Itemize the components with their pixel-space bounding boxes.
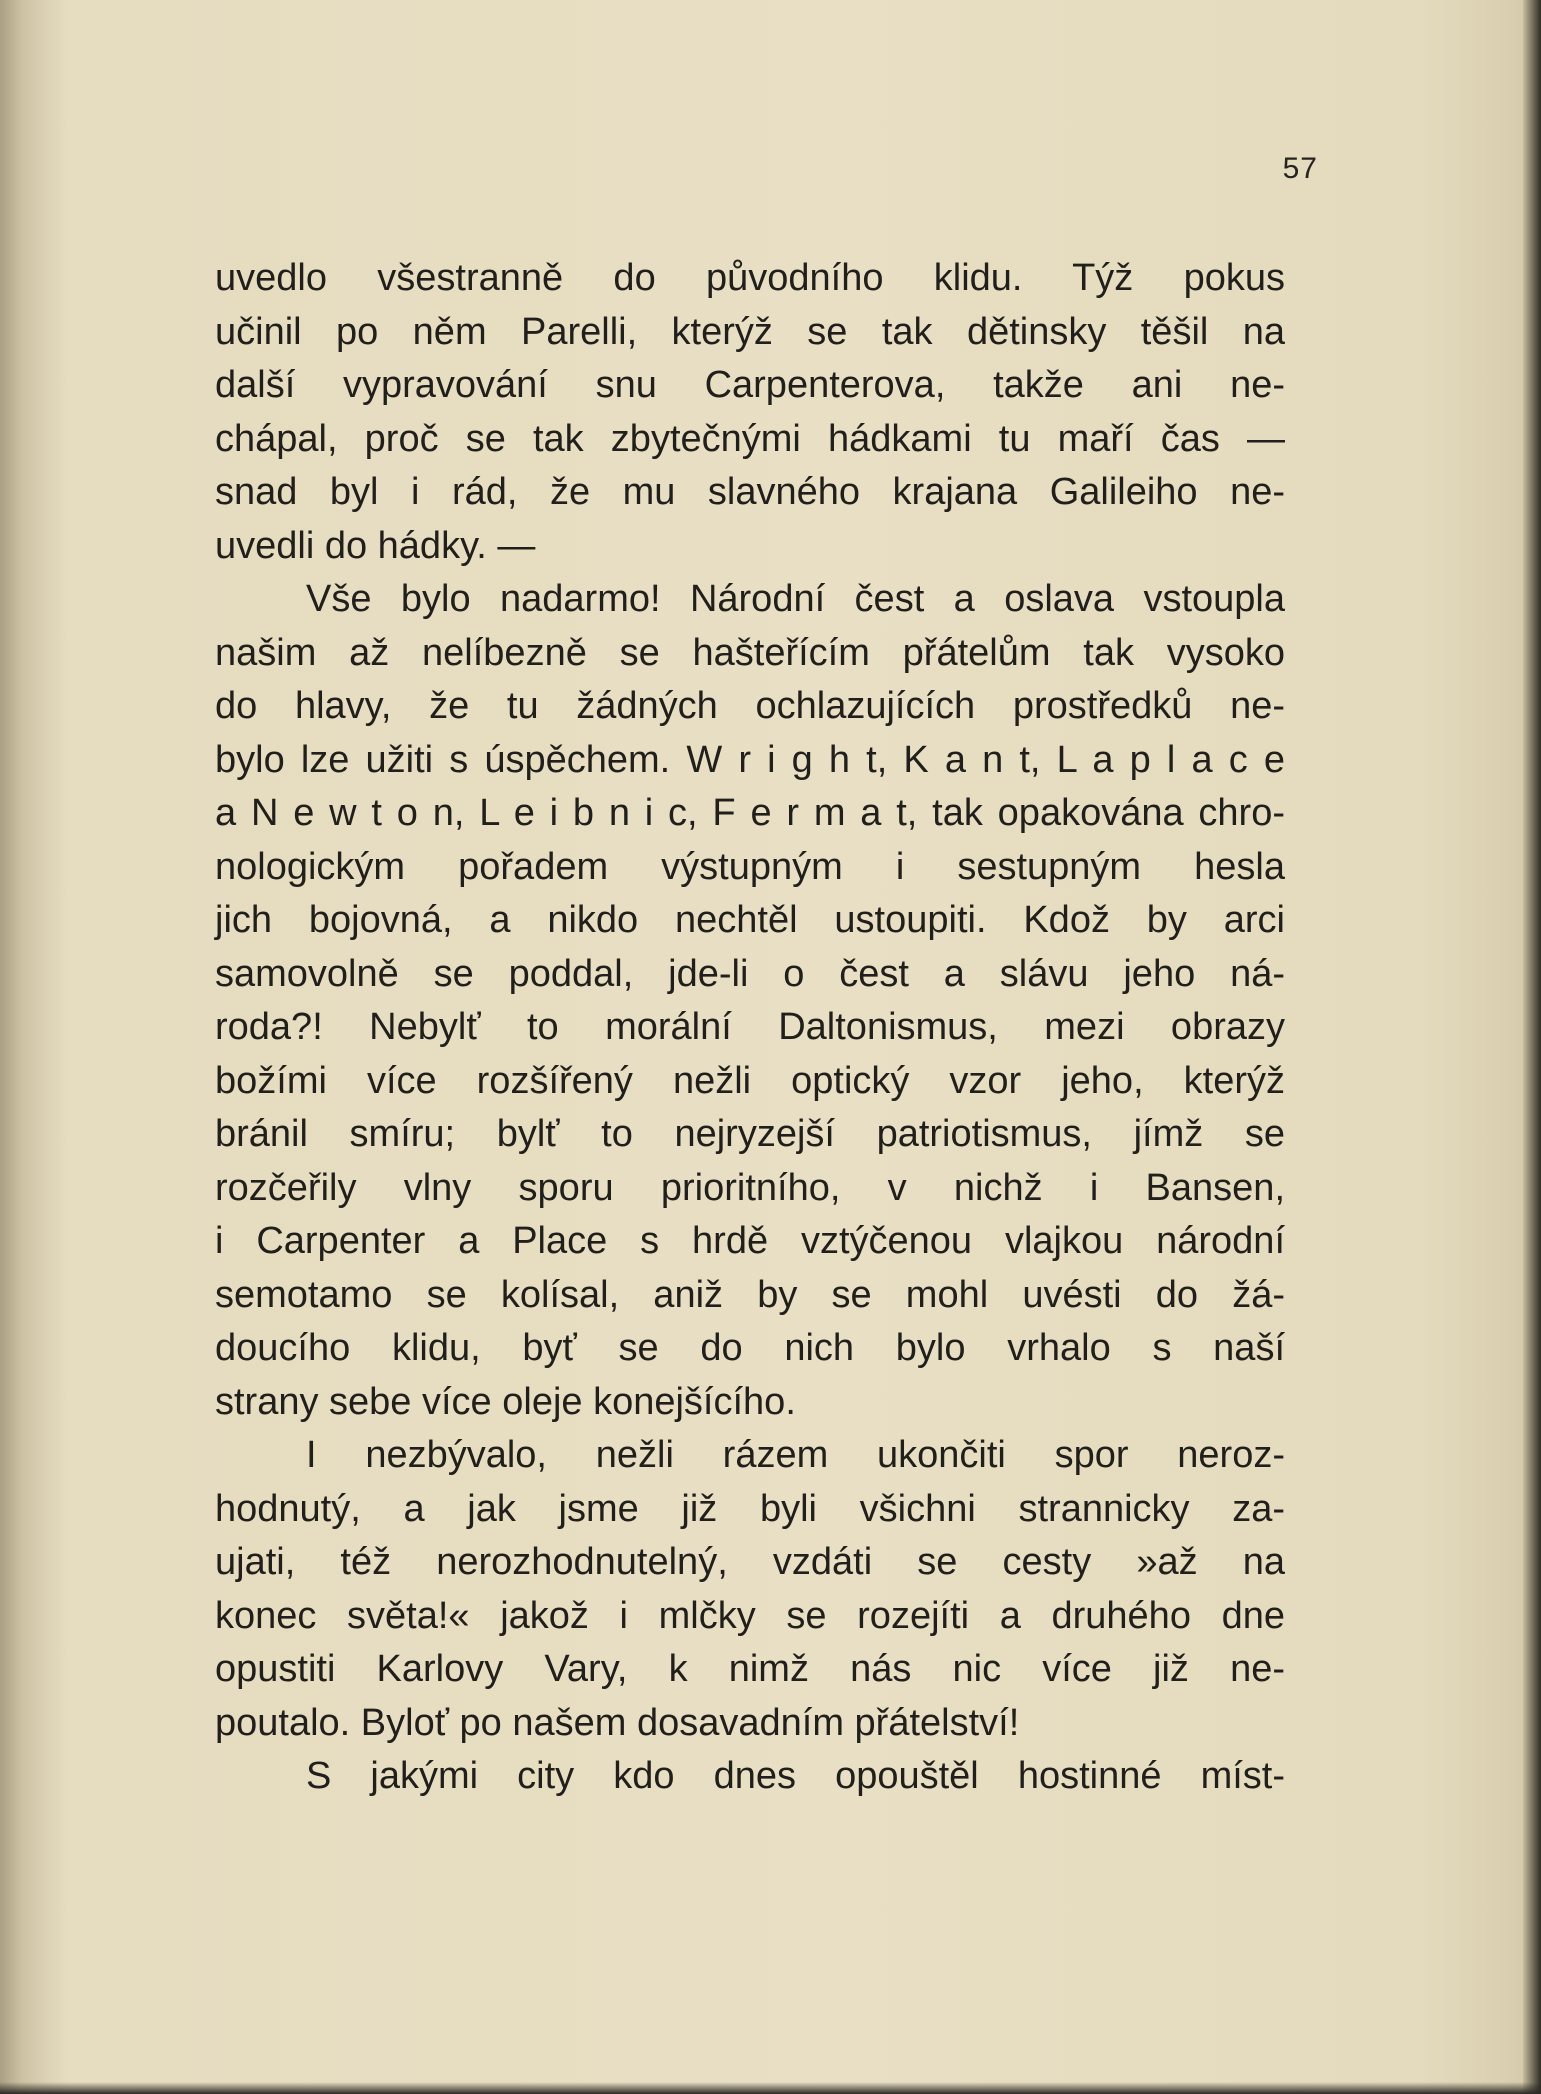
text-line: ujati, též nerozhodnutelný, vzdáti se cesty »až na [215,1541,1285,1583]
body-text [215,252,1285,1804]
paragraph-start-line: I nezbývalo, nežli rázem ukončiti spor neroz- [306,1434,1285,1476]
text-line: i Carpenter a Place s hrdě vztýčenou vlajkou národní [215,1220,1285,1262]
text-line: samovolně se poddal, jde-li o čest a slávu jeho ná- [215,952,1285,995]
text-line: opustiti Karlovy Vary, k nimž nás nic více již ne- [215,1648,1285,1690]
text-line: bránil smíru; bylť to nejryzejší patriotismus, jímž se [215,1113,1285,1155]
text-line: chápal, proč se tak zbytečnými hádkami tu maří čas — [215,417,1285,460]
page-number: 57 [1282,152,1318,185]
text-line: další vypravování snu Carpenterova, takže ani ne- [215,364,1285,406]
text-line: našim až nelíbezně se hašteřícím přátelům tak vysoko [215,631,1285,674]
text-line: semotamo se kolísal, aniž by se mohl uvésti do žá- [215,1273,1285,1316]
text-line: hodnutý, a jak jsme již byli všichni strannicky za- [215,1487,1285,1530]
text-line: učinil po něm Parelli, kterýž se tak dětinsky těšil na [215,310,1285,353]
text-line: do hlavy, že tu žádných ochlazujících prostředků ne- [215,685,1285,727]
paragraph-start-line: S jakými city kdo dnes opouštěl hostinné míst- [306,1755,1285,1797]
page-bottom-edge [0,2082,1541,2094]
text-line: a N e w t o n, L e i b n i c, F e r m a t, tak opakována chro- [215,792,1285,834]
text-line: strany sebe více oleje konejšícího. [215,1380,796,1423]
text-line: roda?! Nebylť to morální Daltonismus, mezi obrazy [215,1006,1285,1048]
text-line: nologickým pořadem výstupným i sestupným hesla [215,845,1285,888]
text-line: uvedlo všestranně do původního klidu. Týž pokus [215,257,1285,299]
text-line: konec světa!« jakož i mlčky se rozejíti a druhého dne [215,1594,1285,1637]
text-line: snad byl i rád, že mu slavného krajana Galileiho ne- [215,471,1285,513]
text-line: uvedli do hádky. — [215,524,536,567]
page-right-edge [1523,0,1541,2094]
page-gutter-shadow [0,0,64,2094]
text-line: bylo lze užiti s úspěchem. W r i g h t, K a n t, L a p l a c e [215,738,1285,781]
text-line: jich bojovná, a nikdo nechtěl ustoupiti. Kdož by arci [215,899,1285,941]
text-line: poutalo. Byloť po našem dosavadním přátelství! [215,1701,1020,1744]
text-line: božími více rozšířený nežli optický vzor jeho, kterýž [215,1059,1285,1102]
text-line: rozčeřily vlny sporu prioritního, v nichž i Bansen, [215,1166,1285,1209]
text-line: doucího klidu, byť se do nich bylo vrhalo s naší [215,1327,1285,1369]
paragraph-start-line: Vše bylo nadarmo! Národní čest a oslava vstoupla [306,578,1285,620]
